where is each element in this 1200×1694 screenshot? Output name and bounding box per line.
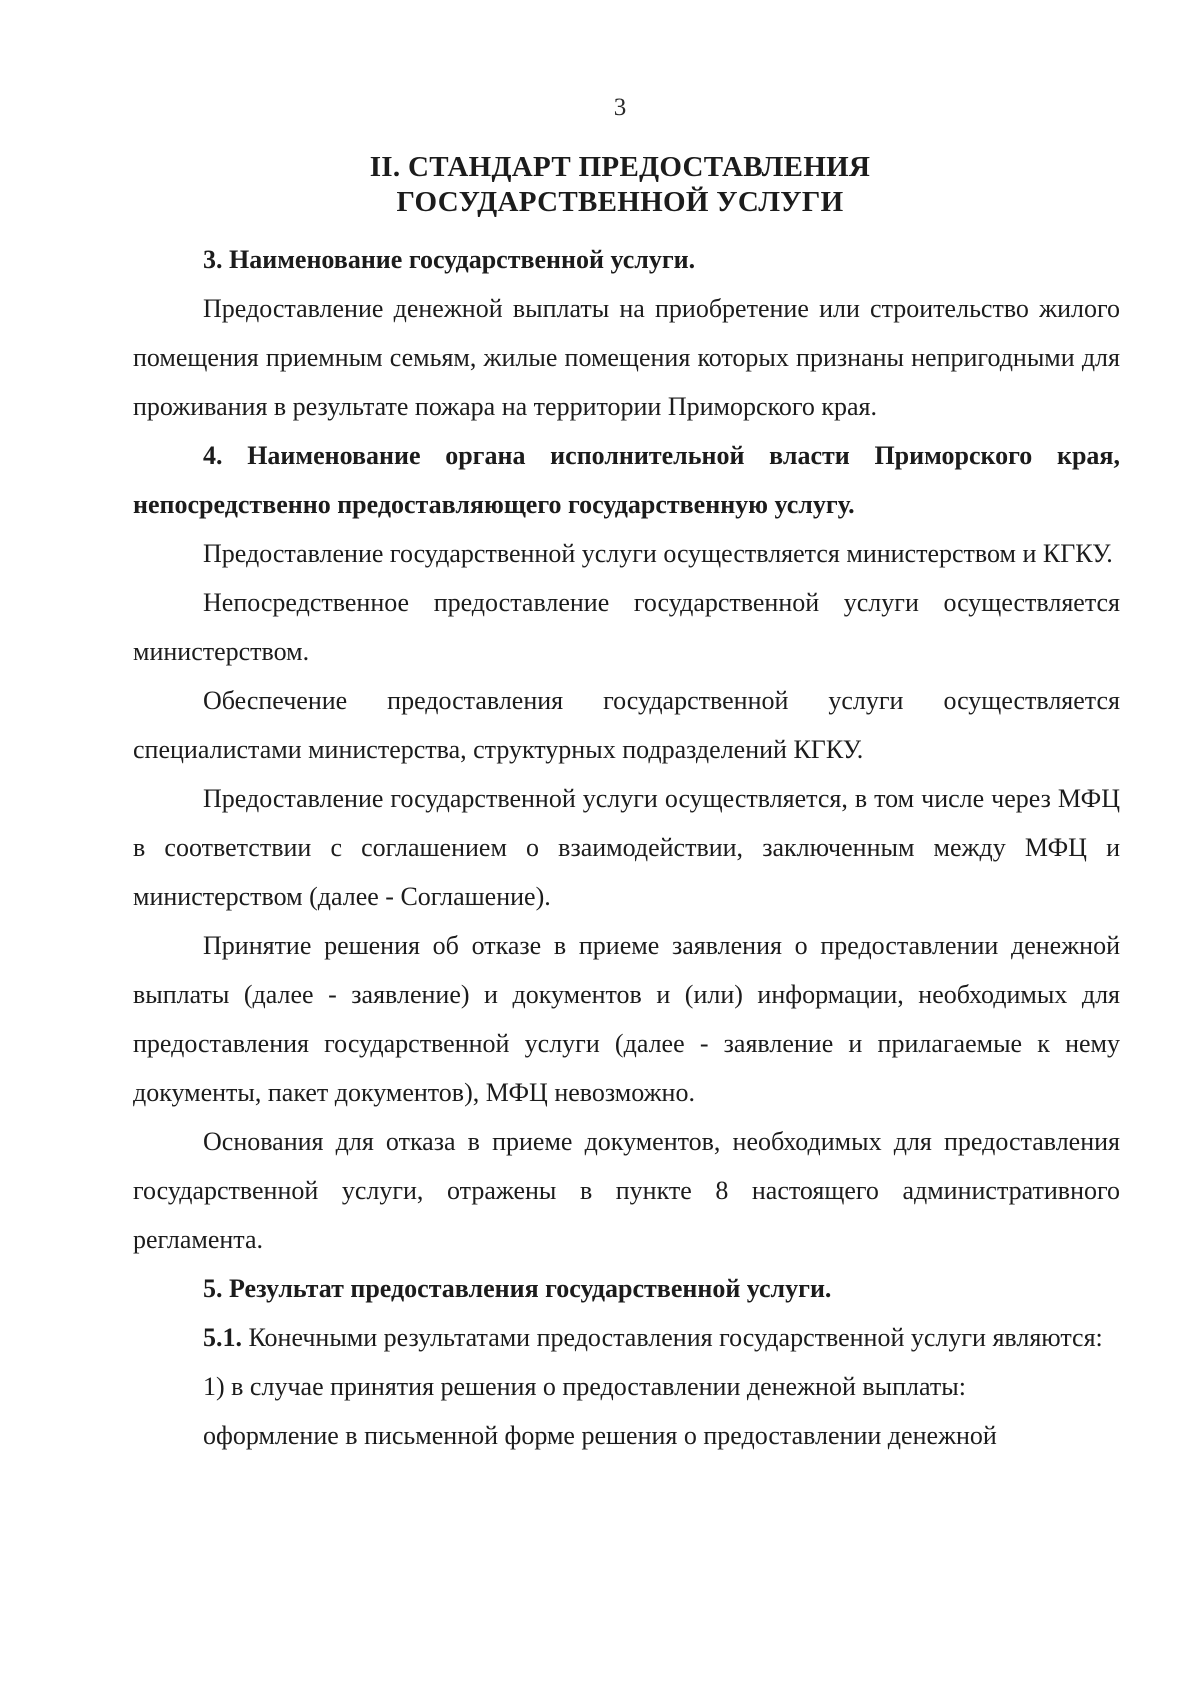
paragraph-mfc: Предоставление государственной услуги осуществляется, в том числе через МФЦ в соответствии с соглашением о взаимодействии, заключенным между МФЦ и министерством (далее - Соглашение). [133,784,1120,911]
subsection-heading-3: 3. Наименование государственной услуги. [203,245,696,274]
paragraph-refusal-grounds: Основания для отказа в приеме документов, необходимых для предоставления государственной услуги, отражены в пункте 8 настоящего административного регламента. [133,1127,1120,1254]
paragraph-decision-form: оформление в письменной форме решения о предоставлении денежной [203,1421,997,1450]
list-item-1: 1) в случае принятия решения о предоставлении денежной выплаты: [203,1372,966,1401]
section-heading [0,150,1200,220]
subsection-heading-5: 5. Результат предоставления государственной услуги. [203,1274,832,1303]
section-heading-line-1: II. СТАНДАРТ ПРЕДОСТАВЛЕНИЯ [369,151,871,183]
paragraph-refusal-decision: Принятие решения об отказе в приеме заявления о предоставлении денежной выплаты (далее - заявление) и документов и (или) информации, необходимых для предоставления государственной услуги (далее - заявление и прилагаемые к нему документы, пакет документов), МФЦ невозможно. [133,931,1120,1107]
paragraph-final-results-text: Конечными результатами предоставления государственной услуги являются: [242,1323,1103,1352]
paragraph-support: Обеспечение предоставления государственной услуги осуществляется специалистами министерства, структурных подразделений КГКУ. [133,686,1120,764]
document-body [133,235,1120,1460]
subsection-heading-4: 4. Наименование органа исполнительной власти Приморского края, непосредственно предоставляющего государственную услугу. [133,441,1120,519]
paragraph-service-name: Предоставление денежной выплаты на приобретение или строительство жилого помещения приемным семьям, жилые помещения которых признаны непригодными для проживания в результате пожара на территории Приморского края. [133,294,1120,421]
section-heading-line-2: ГОСУДАРСТВЕННОЙ УСЛУГИ [396,186,844,218]
paragraph-direct-provision: Непосредственное предоставление государственной услуги осуществляется министерством. [133,588,1120,666]
page-number: 3 [613,94,627,121]
paragraph-number-5-1: 5.1. [203,1323,242,1352]
paragraph-provider: Предоставление государственной услуги осуществляется министерством и КГКУ. [203,539,1113,568]
paragraph-final-results [133,1313,1120,1362]
